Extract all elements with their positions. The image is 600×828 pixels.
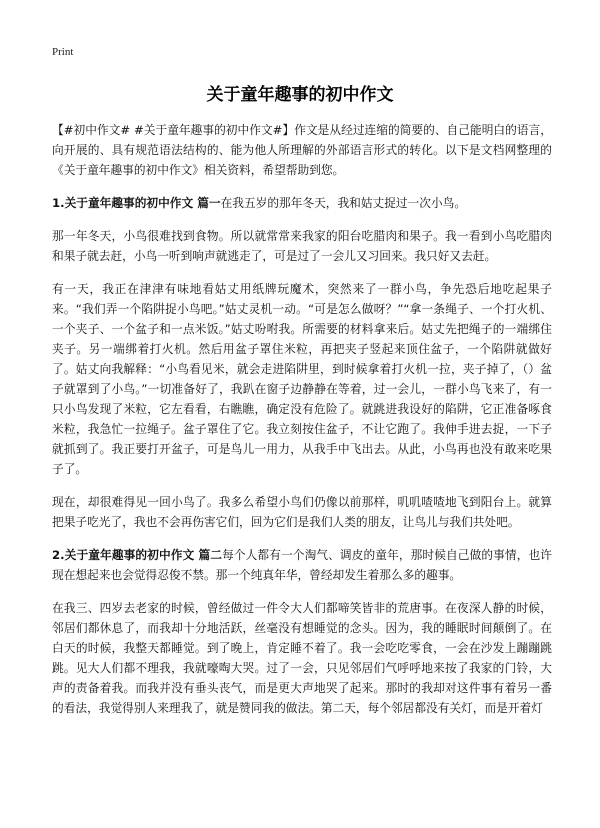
essay-1-paragraph-3: 有一天，我正在津津有味地看姑丈用纸牌玩魔术，突然来了一群小鸟，争先恐后地吃起果子来。“我们弄一个陷阱捉小鸟吧。”姑丈灵机一动。“可是怎么做呀？”“拿一条绳子、一个打火机、一个夹子、一个盆子和一点米饭。”姑丈吩咐我。所需要的材料拿来后。姑丈先把绳子的一端绑住夹子。另一端绑着打火机。然后用盆子罩住米粒，再把夹子竖起来顶住盆子，一个陷阱就做好了。姑丈向我解释：“小鸟看见米，就会走进陷阱里，到时候拿着打火机一拉，夹子掉了，（）盆子就罩到了小鸟。”一切准备好了，我趴在窗子边静静在等着，过一会儿，一群小鸟飞来了，有一只小鸟发现了米粒，它左看看，右瞧瞧，确定没有危险了。就跳进我设好的陷阱，它正准备啄食米粒，我急忙一拉绳子。盆子罩住了它。我立刻按住盆子，不让它跑了。我伸手进去捉，一下子就抓到了。我正要打开盆子，可是鸟儿一用力，从我手中飞出去。从此，小鸟再也没有敢来吃果子了。: [52, 282, 552, 476]
essay-2-paragraph-2: 在我三、四岁去老家的时候，曾经做过一件令大人们都啼笑皆非的荒唐事。在夜深人静的时候，邻居们都休息了，而我却十分地活跃，丝毫没有想睡觉的念头。因为，我的睡眠时间颠倒了。在白天的时候，我整天都睡觉。到了晚上，肯定睡不着了。我一会吃吃零食，一会在沙发上蹦蹦跳跳。见大人们都不理我，我就嚎啕大哭。过了一会，只见邻居们气呼呼地来按了我家的门铃，大声的责备着我。而我并没有垂头丧气，而是更大声地哭了起来。那时的我却对这件事有着另一番的看法，我觉得别人来理我了，就是赞同我的做法。第二天，每个邻居都没有关灯，而是开着灯: [52, 601, 552, 715]
essay-1-heading: 1.关于童年趣事的初中作文 篇一: [52, 196, 221, 210]
essay-2-first-paragraph: [52, 545, 552, 585]
intro-paragraph: 【#初中作文# #关于童年趣事的初中作文#】作文是从经过连缩的简要的、自己能明白的语言，向开展的、具有规范语法结构的、能为他人所理解的外部语言形式的转化。以下是文档网整理的《关于童年趣事的初中作文》相关资料，希望帮助到您。: [52, 123, 552, 177]
essay-1-first-paragraph: [52, 193, 552, 213]
essay-1-paragraph-2: 那一年冬天，小鸟很难找到食物。所以就常常来我家的阳台吃腊肉和果子。我一看到小鸟吃腊肉和果子就去赶，小鸟一听到响声就逃走了，可是过了一会儿又习回来。我只好又去赶。: [52, 229, 552, 263]
print-label: Print: [52, 46, 74, 58]
essay-2-heading: 2.关于童年趣事的初中作文 篇二: [52, 548, 223, 562]
essay-1-paragraph-4: 现在，却很难得见一回小鸟了。我多么希望小鸟们仍像以前那样，叽叽喳喳地飞到阳台上。就算把果子吃光了，我也不会再伤害它们，回为它们是我们人类的朋友，让鸟儿与我们共处吧。: [52, 495, 552, 529]
document-body: [52, 120, 552, 731]
essay-2-paragraph-1: 每个人都有一个淘气、调皮的童年，那时候自己做的事情，也许现在想起来也会觉得忍俊不禁。那一个纯真年华，曾经却发生着那么多的趣事。: [52, 548, 552, 582]
essay-1-paragraph-1: 在我五岁的那年冬天，我和姑丈捉过一次小鸟。: [220, 196, 467, 210]
document-title: 关于童年趣事的初中作文: [206, 85, 394, 105]
